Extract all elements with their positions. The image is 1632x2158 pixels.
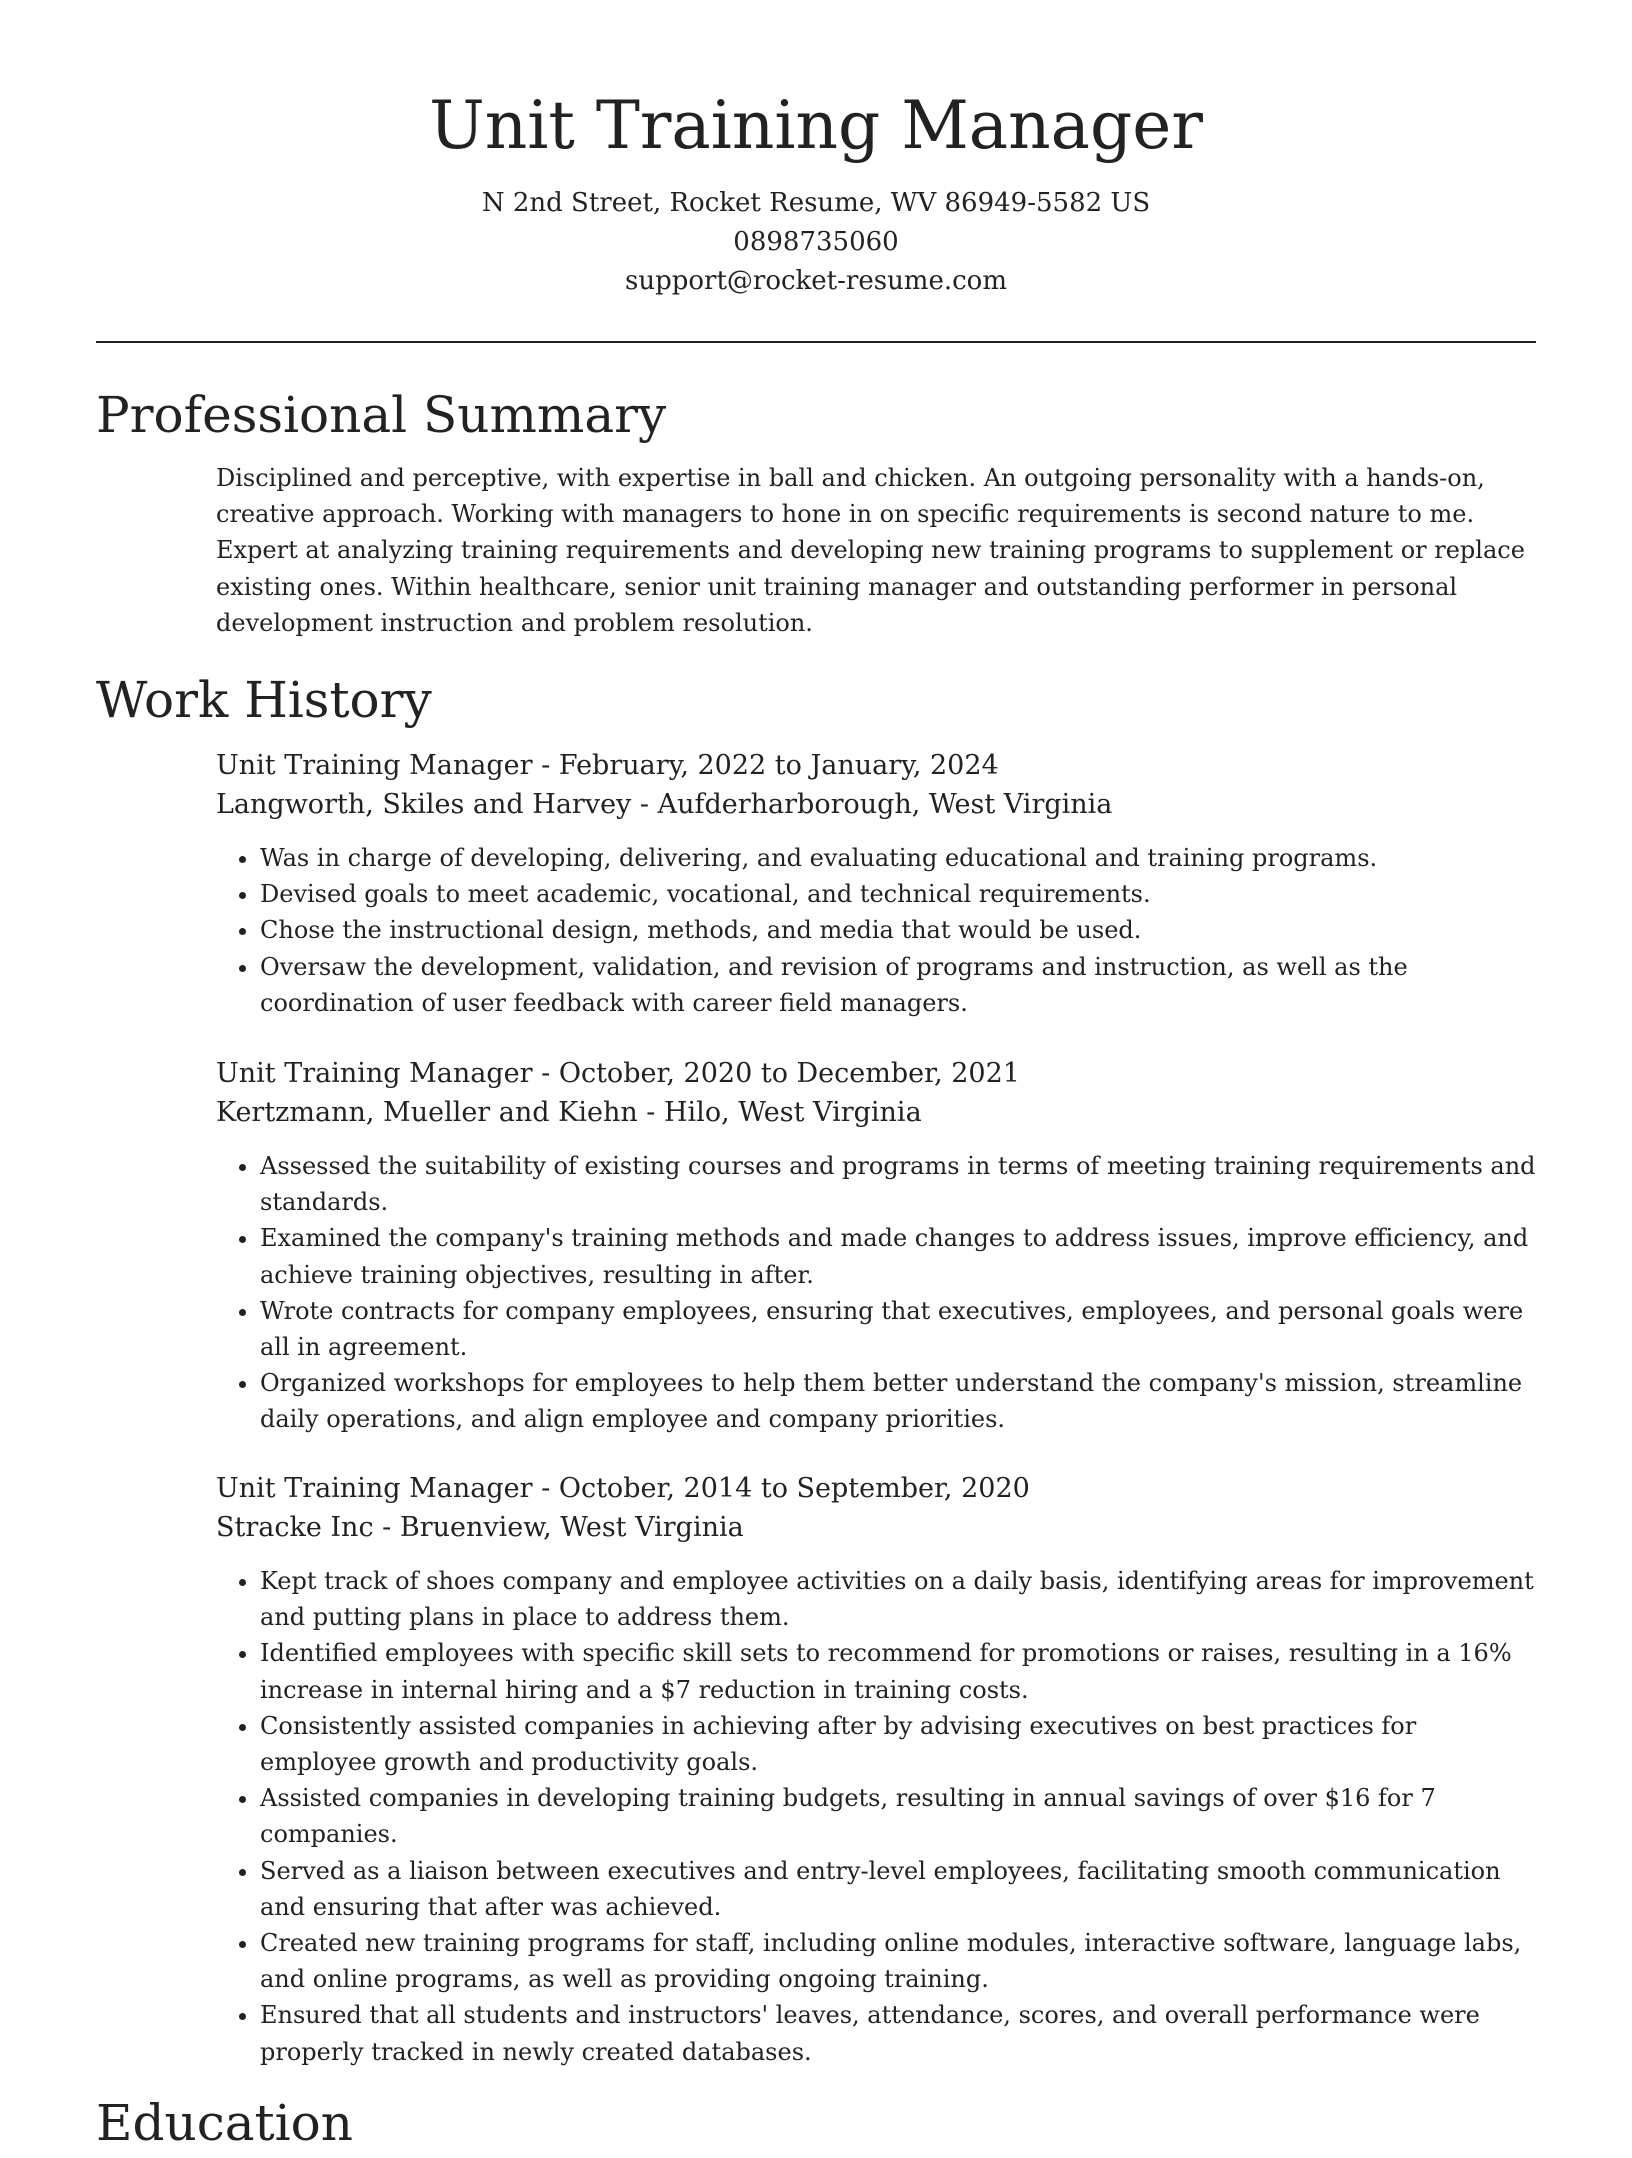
job-bullet: • Devised goals to meet academic, vocational, and technical requirements. <box>260 876 1536 912</box>
job-bullet: • Organized workshops for employees to help them better understand the company's mission, streamline daily operations, and align employee and company priorities. <box>260 1365 1536 1437</box>
job-title-dates: Unit Training Manager - October, 2020 to December, 2021 <box>216 1058 1020 1089</box>
education-heading: Education <box>96 2094 353 2152</box>
job-bullet: • Consistently assisted companies in achieving after by advising executives on best practices for employee growth and productivity goals. <box>260 1708 1536 1780</box>
summary-heading: Professional Summary <box>96 386 667 444</box>
header-divider <box>96 341 1536 343</box>
summary-text: Disciplined and perceptive, with expertise in ball and chicken. An outgoing personality with a hands-on, creative approach. Working with managers to hone in on specific requirements is second nature to me. Expert at analyzing training requirements and developing new training programs to supplement or replace existing ones. Within healthcare, senior unit training manager and outstanding performer in personal development instruction and problem resolution. <box>216 464 1525 637</box>
job-bullet: • Chose the instructional design, methods, and media that would be used. <box>260 912 1536 948</box>
job-bullet: • Kept track of shoes company and employee activities on a daily basis, identifying areas for improvement and putting plans in place to address them. <box>260 1563 1536 1635</box>
job-bullet-list <box>216 840 1536 1021</box>
candidate-name: Unit Training Manager <box>429 87 1203 164</box>
job-bullet: • Created new training programs for staff, including online modules, interactive software, language labs, and online programs, as well as providing ongoing training. <box>260 1925 1536 1997</box>
resume-header <box>96 78 1536 301</box>
job-bullet: • Assessed the suitability of existing courses and programs in terms of meeting training requirements and standards. <box>260 1148 1536 1220</box>
contact-block <box>96 184 1536 301</box>
job-bullet: • Ensured that all students and instructors' leaves, attendance, scores, and overall performance were properly tracked in newly created databases. <box>260 1997 1536 2069</box>
work-history-heading: Work History <box>96 671 432 729</box>
job-bullet: • Wrote contracts for company employees, ensuring that executives, employees, and personal goals were all in agreement. <box>260 1293 1536 1365</box>
job-bullet: • Assisted companies in developing training budgets, resulting in annual savings of over $16 for 7 companies. <box>260 1780 1536 1852</box>
job-title-dates: Unit Training Manager - October, 2014 to September, 2020 <box>216 1473 1030 1504</box>
job-bullet-list <box>216 1563 1536 2070</box>
job-bullet: • Was in charge of developing, delivering, and evaluating educational and training programs. <box>260 840 1536 876</box>
job-bullet-list <box>216 1148 1536 1438</box>
job-bullet: • Served as a liaison between executives and entry-level employees, facilitating smooth communication and ensuring that after was achieved. <box>260 1853 1536 1925</box>
job-title-dates: Unit Training Manager - February, 2022 to January, 2024 <box>216 750 999 781</box>
job-bullet: • Identified employees with specific skill sets to recommend for promotions or raises, resulting in a 16% increase in internal hiring and a $7 reduction in training costs. <box>260 1635 1536 1707</box>
job-entry <box>216 1469 1536 2070</box>
job-company-location: Stracke Inc - Bruenview, West Virginia <box>216 1512 744 1543</box>
job-company-location: Langworth, Skiles and Harvey - Aufderharborough, West Virginia <box>216 789 1113 820</box>
job-entry <box>216 1054 1536 1438</box>
job-company-location: Kertzmann, Mueller and Kiehn - Hilo, West Virginia <box>216 1097 922 1128</box>
job-entry <box>216 746 1536 1021</box>
job-bullet: • Oversaw the development, validation, and revision of programs and instruction, as well as the coordination of user feedback with career field managers. <box>260 949 1536 1021</box>
job-bullet: • Examined the company's training methods and made changes to address issues, improve efficiency, and achieve training objectives, resulting in after. <box>260 1220 1536 1292</box>
phone: 0898735060 <box>733 227 899 257</box>
email: support@rocket-resume.com <box>624 266 1007 296</box>
address: N 2nd Street, Rocket Resume, WV 86949-5582 US <box>481 188 1151 218</box>
